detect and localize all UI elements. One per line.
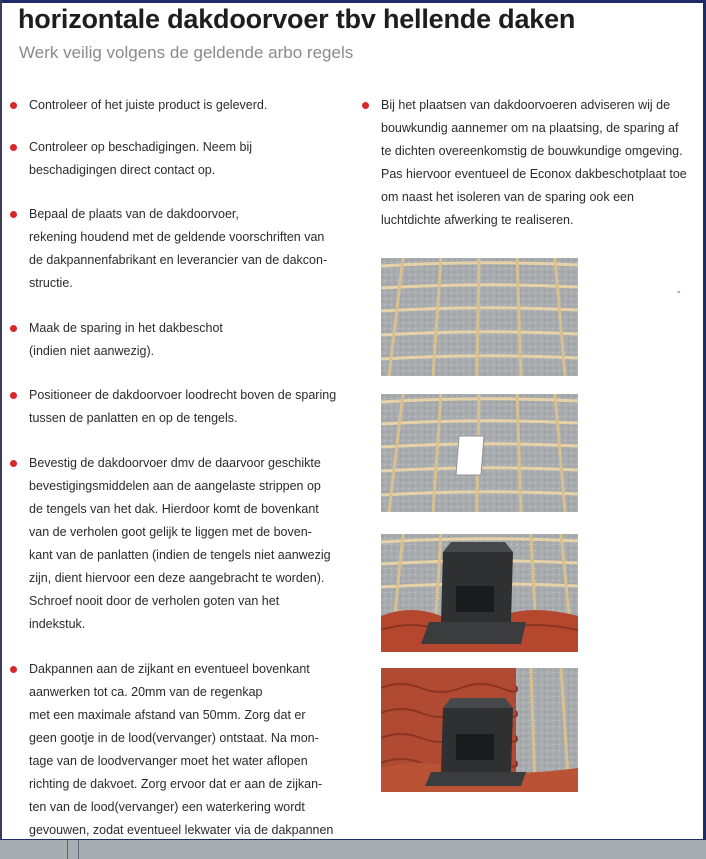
text-line: structie. xyxy=(29,276,73,290)
text-line: om naast het isoleren van de sparing ook een xyxy=(381,190,634,204)
bar-divider xyxy=(78,840,79,859)
text-line: Controleer of het juiste product is geleverd. xyxy=(29,98,268,112)
roof-opening-figure xyxy=(381,394,578,512)
page-subtitle: Werk veilig volgens de geldende arbo regels xyxy=(19,43,354,62)
bar-divider xyxy=(67,840,68,859)
text-line: Bij het plaatsen van dakdoorvoeren adviseren wij de xyxy=(381,98,671,112)
text-line: (indien niet aanwezig). xyxy=(29,344,155,358)
bullet-advice-contractor xyxy=(362,94,692,232)
text-line: bouwkundig aannemer om na plaatsing, de sparing af xyxy=(381,121,679,135)
bullet-check-damage xyxy=(10,136,350,182)
bullet-make-opening xyxy=(10,317,350,363)
text-line: tussen de panlatten en op de tengels. xyxy=(29,411,238,425)
text-line: gevouwen, zodat eventueel lekwater via de dakpannen xyxy=(29,823,334,837)
instruction-list-left xyxy=(10,94,350,842)
bottom-scroll-bar xyxy=(0,839,706,859)
bullet-determine-location xyxy=(10,203,350,295)
text-line: zijn, dient hiervoor een deze aangebracht te worden). xyxy=(29,571,325,585)
text-line: Bevestig de dakdoorvoer dmv de daarvoor geschikte xyxy=(29,456,321,470)
text-line: van de verholen goot gelijk te liggen met de boven- xyxy=(29,525,312,539)
text-line: Schroef nooit door de verholen goten van het xyxy=(29,594,280,608)
text-line: richting de dakvoet. Zorg ervoor dat er aan de zijkan- xyxy=(29,777,323,791)
bullet-check-product xyxy=(10,94,350,117)
window-frame-top xyxy=(0,0,706,3)
text-line: aanwerken tot ca. 20mm van de regenkap xyxy=(29,685,263,699)
side-mark: - xyxy=(677,286,681,298)
text-line: de tengels van het dak. Hierdoor komt de bovenkant xyxy=(29,502,319,516)
bullet-position xyxy=(10,384,350,430)
text-line: Maak de sparing in het dakbeschot xyxy=(29,321,223,335)
bullet-fasten xyxy=(10,452,350,636)
text-line: kant van de panlatten (indien de tengels niet aanwezig xyxy=(29,548,331,562)
text-line: ten van de lood(vervanger) een waterkering wordt xyxy=(29,800,305,814)
text-line: Pas hiervoor eventueel de Econox dakbeschotplaat toe xyxy=(381,167,687,181)
window-frame-left xyxy=(0,0,2,858)
text-line: luchtdichte afwerking te realiseren. xyxy=(381,213,574,227)
text-line: geen gootje in de lood(vervanger) ontstaat. Na mon- xyxy=(29,731,319,745)
text-line: Positioneer de dakdoorvoer loodrecht boven de sparing xyxy=(29,388,337,402)
text-line: te dichten overeenkomstig de bouwkundige omgeving. xyxy=(381,144,683,158)
tiles-finished-figure xyxy=(381,668,578,792)
roof-battens-figure xyxy=(381,258,578,376)
text-line: beschadigingen direct contact op. xyxy=(29,163,216,177)
opening-shape xyxy=(456,436,484,475)
text-line: met een maximale afstand van 50mm. Zorg dat er xyxy=(29,708,306,722)
text-line: de dakpannenfabrikant en leverancier van de dakcon- xyxy=(29,253,328,267)
text-line: Controleer op beschadigingen. Neem bij xyxy=(29,140,253,154)
text-line: rekening houdend met de geldende voorschriften van xyxy=(29,230,325,244)
instruction-list-right xyxy=(362,94,692,232)
text-line: bevestigingsmiddelen aan de aangelaste strippen op xyxy=(29,479,321,493)
feedthrough-placed-figure xyxy=(381,534,578,652)
text-line: Bepaal de plaats van de dakdoorvoer, xyxy=(29,207,239,221)
text-line: indekstuk. xyxy=(29,617,86,631)
text-line: tage van de loodvervanger moet het water aflopen xyxy=(29,754,308,768)
bullet-roof-tiles xyxy=(10,658,350,842)
text-line: Dakpannen aan de zijkant en eventueel bovenkant xyxy=(29,662,310,676)
page-title: horizontale dakdoorvoer tbv hellende daken xyxy=(18,4,576,34)
